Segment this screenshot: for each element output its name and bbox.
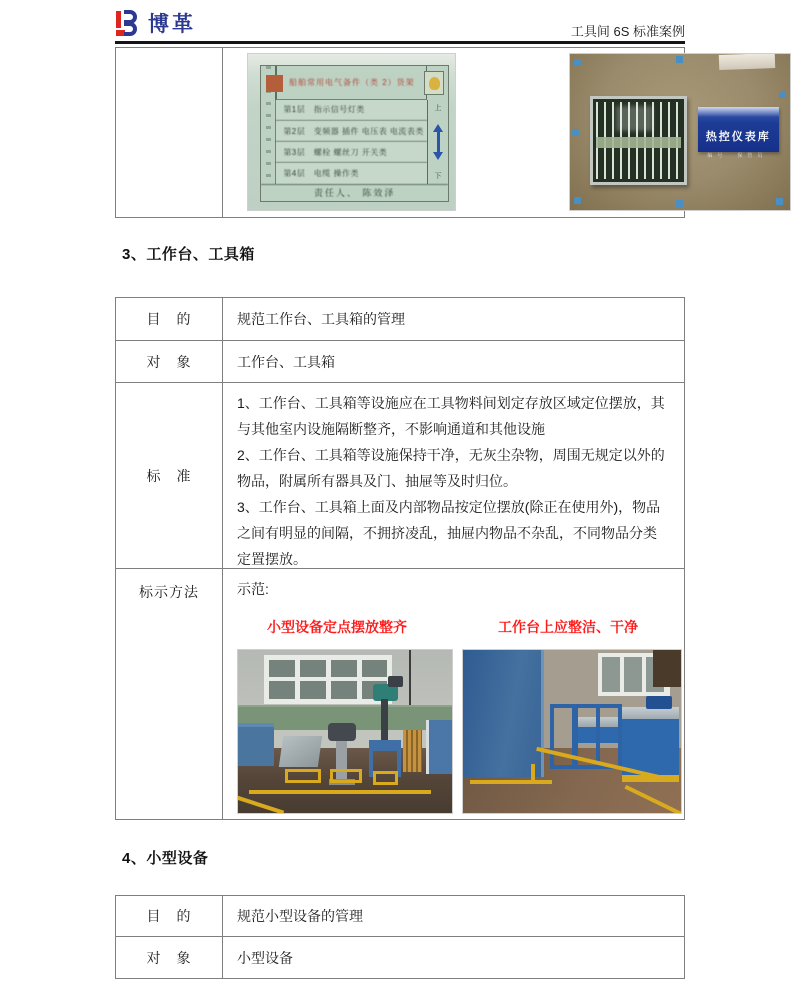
blue-stand: [596, 704, 622, 769]
drill-press-column: [381, 699, 387, 741]
row-content-object: 工作台、工具箱: [237, 353, 335, 370]
row-content-purpose: 规范工作台、工具箱的管理: [237, 311, 405, 327]
caption-left: 小型设备定点摆放整齐: [267, 619, 407, 635]
sign-shine: [698, 107, 779, 117]
badge-glyph: [429, 77, 440, 90]
example-photos-table: [115, 47, 771, 218]
floor-yellow-line: [531, 764, 535, 784]
floor-location-box: [373, 771, 399, 785]
blue-cabinet: [426, 720, 452, 774]
section-3-heading: 3、工作台、工具箱: [122, 246, 255, 263]
caption-right: 工作台上应整洁、干净: [498, 619, 638, 635]
wall-box: [653, 650, 681, 687]
table-row: [116, 383, 684, 569]
floor-location-box: [330, 769, 362, 783]
drill-press-motor: [388, 676, 403, 687]
logo-blue-bowl-bottom: [124, 22, 137, 36]
table-row: [116, 896, 684, 937]
demo-label: 示范:: [237, 581, 269, 597]
shelf-arrow-strip: [427, 100, 448, 184]
up-down-arrow-icon: [433, 124, 444, 160]
shelf-sign-footer: 责任人、 陈效泽: [261, 184, 447, 202]
blue-marker: [572, 129, 579, 136]
blue-marker: [779, 91, 786, 98]
arrow-up-label: 上: [434, 104, 442, 112]
blue-marker: [776, 198, 783, 205]
blue-stool: [369, 740, 401, 751]
yellow-rack: [403, 730, 422, 772]
small-equipment-photo: [237, 649, 453, 814]
workbench-metal-top: [622, 707, 679, 719]
section-3-table: [115, 297, 685, 820]
yellow-badge: [424, 71, 444, 95]
shelf-row-1: 第1层 指示信号灯类: [276, 100, 427, 121]
row-content-standard: [223, 383, 684, 568]
shelf-rows: [276, 100, 427, 184]
sign-title: 热控仪表库: [705, 131, 771, 144]
instrument-cabinet: [590, 96, 687, 185]
standard-item-3: 3、工作台、工具箱上面及内部物品按定位摆放(除正在使用外)，物品之间有明显的间隔，不拥挤凌乱，抽屉内物品不杂乱，不同物品分类定置摆放。: [237, 499, 661, 567]
section-4-table: [115, 895, 685, 979]
blue-marker: [574, 59, 581, 66]
logo-icon: [114, 10, 141, 37]
row-label-purpose: 目 的: [116, 896, 223, 936]
header-divider: [115, 41, 685, 44]
row-label-standard: 标 准: [116, 383, 223, 568]
shelf-row-4: 第4层 电缆 操作类: [276, 163, 427, 183]
document-title: 工具间 6S 标准案例: [570, 24, 685, 39]
row-label-object: 对 象: [116, 341, 223, 382]
hanging-chain: [409, 650, 411, 709]
grinder-head: [328, 723, 356, 741]
row-label-purpose: 目 的: [116, 298, 223, 340]
red-stamp: [266, 75, 283, 92]
standard-item-2: 2、工作台、工具箱等设施保持干净，无灰尘杂物，周围无规定以外的物品，附属所有器具及门、抽屉等及时归位。: [237, 447, 665, 489]
metal-plate: [279, 736, 322, 767]
workbench-photo: [462, 649, 682, 814]
row-label-object: 对 象: [116, 937, 223, 978]
blue-marker: [676, 56, 683, 63]
table-row: [116, 569, 684, 819]
row-label-method: 标示方法: [116, 569, 223, 819]
logo-text: 博革: [148, 13, 196, 36]
floor-yellow-line: [470, 780, 553, 784]
row-content-object: 小型设备: [237, 949, 293, 966]
company-logo: [114, 8, 196, 38]
blue-bench: [238, 723, 274, 765]
floor-location-box: [285, 769, 321, 783]
bench-vise: [646, 696, 672, 709]
sign-subtext: 编号 保管员: [707, 152, 768, 159]
blue-partition: [463, 650, 544, 777]
arrow-down-label: 下: [434, 172, 442, 180]
empty-label-cell: [116, 48, 223, 217]
logo-red-stem: [116, 11, 121, 28]
table-row: [116, 298, 684, 341]
standard-item-1: 1、工作台、工具箱等设施应在工具物料间划定存放区域定位摆放，其与其他室内设施隔断整齐，不影响通道和其他设施: [237, 395, 665, 437]
photos-cell: [223, 48, 771, 217]
instrument-board-photo: [569, 53, 791, 211]
cabinet-glare: [616, 106, 652, 131]
table-row: [116, 937, 684, 978]
shelf-row-3: 第3层 螺栓 螺丝刀 开关类: [276, 142, 427, 163]
shelf-sign-photo: [247, 53, 456, 211]
blue-marker: [676, 200, 683, 207]
row-content-method: [223, 569, 684, 819]
table-row: [116, 341, 684, 383]
shelf-sign-title-band: [276, 66, 427, 100]
cabinet-midband: [596, 137, 681, 148]
shelf-sign-title: 船舶常用电气备件（类 2）货架: [288, 77, 415, 87]
shelf-sign: [260, 65, 448, 202]
shelf-row-2: 第2层 变频器 插件 电压表 电流表类: [276, 121, 427, 142]
floor-yellow-line: [249, 790, 431, 794]
blue-marker: [574, 197, 581, 204]
row-content-purpose: 规范小型设备的管理: [237, 908, 363, 924]
section-4-heading: 4、小型设备: [122, 850, 209, 867]
blue-name-sign: [698, 107, 779, 159]
tape-label: [718, 53, 774, 70]
